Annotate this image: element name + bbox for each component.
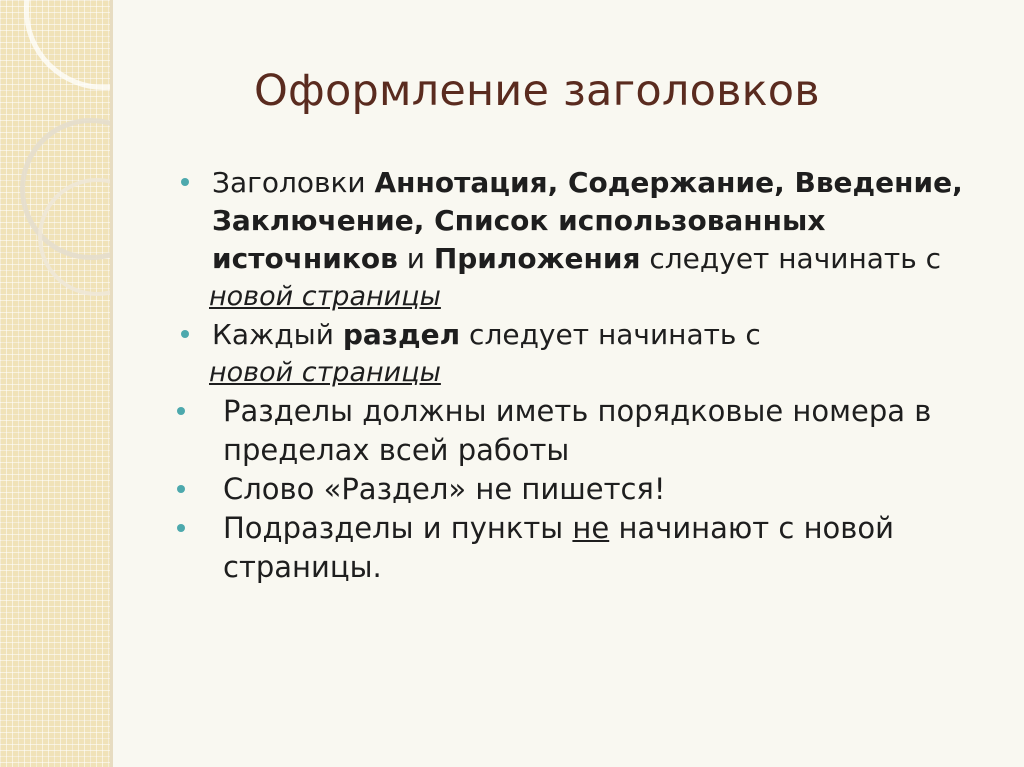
bullet-bold-text: Аннотация, Содержание, Введение, Заключение, Список использованных источников — [212, 166, 963, 275]
bullet-text: Каждый — [212, 318, 343, 351]
bullet-list — [178, 164, 998, 587]
bullet-continuation: новой страницы — [209, 281, 441, 312]
bullet-dot-icon — [177, 407, 185, 415]
bullet-dot-icon — [181, 178, 189, 186]
bullet-text: Разделы должны иметь порядковые номера в пределах всей работы — [223, 394, 932, 467]
bullet-dot-icon — [177, 524, 185, 532]
slide-title: Оформление заголовков — [254, 66, 820, 116]
bullet-text: следует начинать с — [460, 318, 761, 351]
bullet-continuation: новой страницы — [209, 357, 441, 388]
bullet-item — [178, 509, 998, 587]
strip-divider — [110, 0, 113, 767]
bullet-item — [178, 164, 998, 278]
decorative-circle — [24, 0, 112, 90]
bullet-text: начинают с новой страницы. — [223, 511, 894, 584]
bullet-underlined-text: не — [572, 511, 610, 545]
bullet-text: следует начинать с — [640, 242, 942, 275]
bullet-text: Слово «Раздел» не пишется! — [223, 472, 666, 506]
bullet-item — [178, 392, 998, 470]
bullet-item — [178, 470, 998, 509]
decorative-side-strip — [0, 0, 112, 767]
bullet-item — [178, 316, 998, 354]
bullet-bold-text: Приложения — [433, 242, 641, 275]
bullet-text: Подразделы и пункты — [223, 511, 573, 545]
bullet-text: Заголовки — [212, 166, 375, 199]
bullet-bold-text: раздел — [342, 318, 461, 351]
bullet-text: и — [397, 242, 434, 275]
bullet-dot-icon — [177, 485, 185, 493]
bullet-dot-icon — [181, 330, 189, 338]
